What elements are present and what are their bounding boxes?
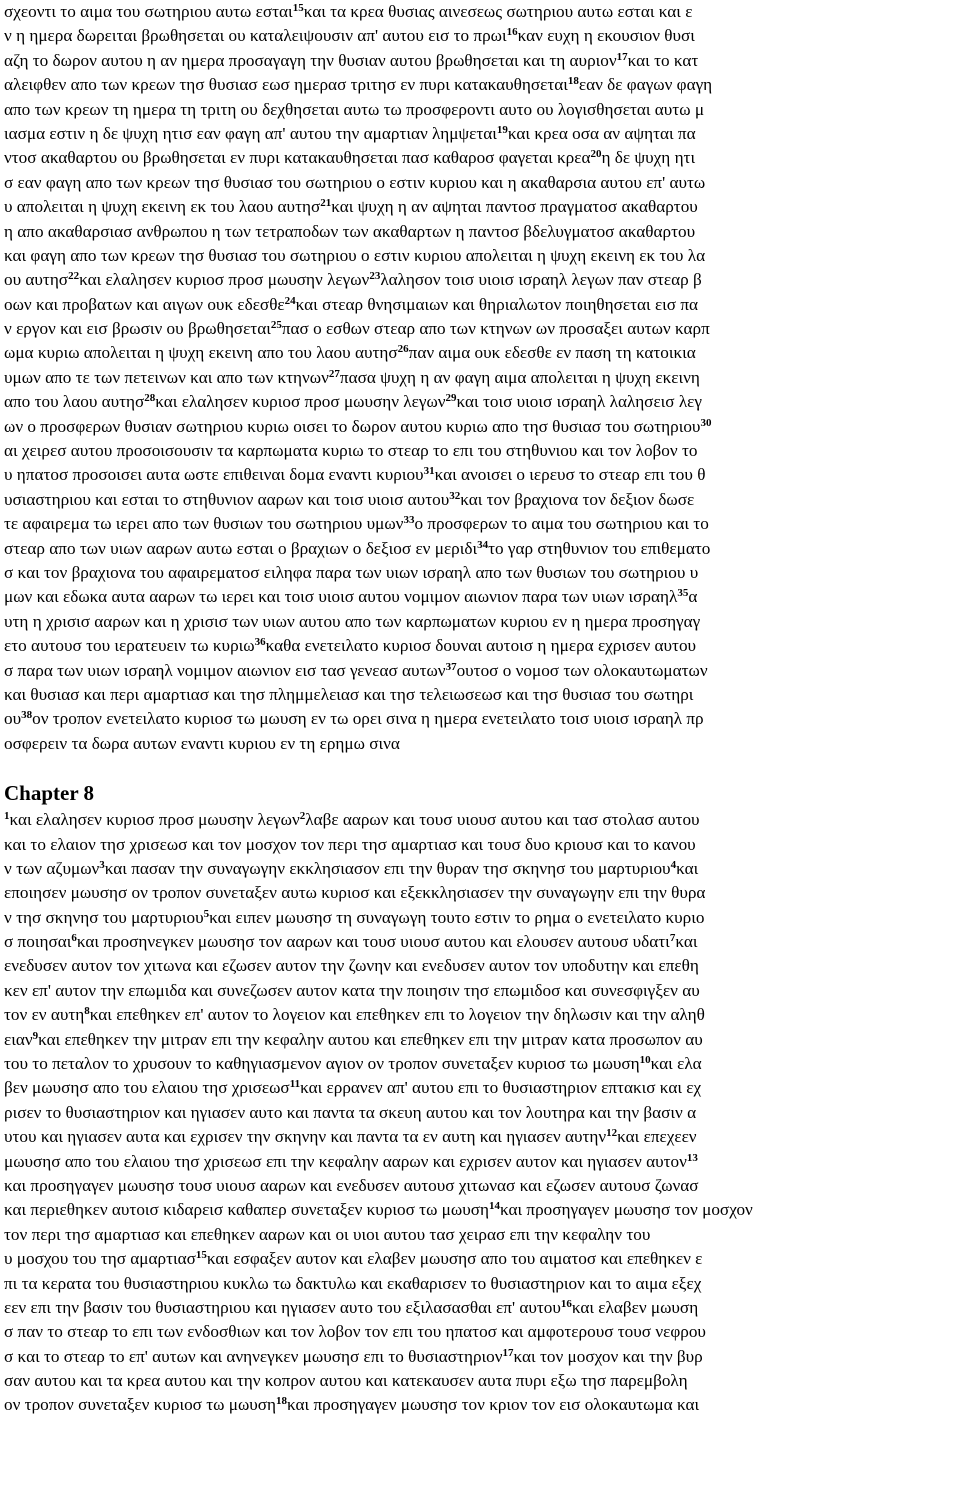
- verse-text: ν των αζυμων: [4, 858, 100, 878]
- verse-text: και ελα: [650, 1054, 702, 1074]
- verse-text: αι χειρεσ αυτου προσοισουσιν τα καρπωματα κυριω το στεαρ το επι του στηθυνιου και τον λοβον το: [4, 441, 698, 461]
- verse-text: απο των κρεων τη ημερα τη τριτη ου δεχθησεται αυτω τω προσφεροντι αυτο ου λογισθησεται αυτω μ: [4, 99, 705, 119]
- text-line: [4, 268, 956, 292]
- text-line: [4, 1174, 956, 1198]
- verse-text: ο προσφερων το αιμα του σωτηριου και το: [414, 514, 709, 534]
- text-line: [4, 1393, 956, 1417]
- text-line: [4, 683, 956, 707]
- verse-text: ουτοσ ο νομοσ των ολοκαυτωματων: [456, 660, 708, 680]
- text-line: [4, 732, 956, 756]
- verse-text: και ελαλησεν κυριοσ προσ μωυσην λεγων: [155, 392, 446, 412]
- verse-text: λαλησον τοισ υιοισ ισραηλ λεγων παν στεαρ β: [380, 270, 702, 290]
- text-line: [4, 1003, 956, 1027]
- verse-text: παν αιμα ουκ εδεσθε εν παση τη κατοικια: [408, 343, 696, 363]
- verse-text: υ μοσχου του τησ αμαρτιασ: [4, 1249, 196, 1269]
- text-line: [4, 833, 956, 857]
- verse-text: και ειπεν μωυσησ τη συναγωγη τουτο εστιν το ρημα ο ενετειλατο κυριο: [209, 907, 705, 927]
- text-line: [4, 808, 956, 832]
- verse-text: σ και τον βραχιονα του αφαιρεματοσ ειληφα παρα των υιων ισραηλ απο των θυσιων του σωτηριου υ: [4, 562, 699, 582]
- verse-text: και το ελαιον τησ χρισεωσ και τον μοσχον τον περι τησ αμαρτιασ και τουσ δυο κριουσ και το κανου: [4, 834, 696, 854]
- verse-number: 11: [289, 1078, 301, 1091]
- verse-text: ων ο προσφερων θυσιαν σωτηριου κυριω οισει το δωρον αυτου κυριω απο τησ θυσιασ του σωτηριου: [4, 416, 701, 436]
- text-line: [4, 463, 956, 487]
- verse-text: και προσηνεγκεν μωυσησ τον ααρων και τουσ υιουσ αυτου και ελουσεν αυτουσ υδατι: [76, 932, 670, 952]
- verse-number: 14: [488, 1200, 500, 1213]
- text-line: [4, 659, 956, 683]
- verse-text: και τον μοσχον και την βυρ: [513, 1346, 703, 1366]
- verse-text: και τοισ υιοισ ισραηλ λαλησεισ λεγ: [456, 392, 702, 412]
- verse-number: 2: [299, 810, 306, 823]
- text-line: [4, 220, 956, 244]
- verse-text: εαν δε φαγων φαγη: [578, 75, 713, 95]
- text-line: [4, 195, 956, 219]
- verse-text: κεν επ' αυτον την επωμιδα και συνεζωσεν αυτον κατα την ποιησιν τησ επωμιδοσ και συνεσφιγξεν αυ: [4, 980, 700, 1000]
- verse-text: και κρεα οσα αν αψηται πα: [507, 123, 696, 143]
- verse-number: 13: [686, 1151, 698, 1164]
- verse-text: πι τα κερατα του θυσιαστηριου κυκλω τω δακτυλω και εκαθαρισεν το θυσιαστηριον και το αιμα εξεχ: [4, 1273, 702, 1293]
- text-line: [4, 979, 956, 1003]
- verse-number: 15: [195, 1249, 207, 1262]
- verse-text: πασ ο εσθων στεαρ απο των κτηνων ων προσαξει αυτων καρπ: [281, 319, 710, 339]
- verse-text: και περιεθηκεν αυτοισ κιδαρεισ καθαπερ συνεταξεν κυριοσ τω μωυση: [4, 1200, 489, 1220]
- verse-text: στεαρ απο των υιων ααρων αυτω εσται ο βραχιων ο δεξιοσ εν μεριδι: [4, 538, 478, 558]
- verse-number: 17: [616, 50, 628, 63]
- text-line: [4, 122, 956, 146]
- verse-text: ντοσ ακαθαρτου ου βρωθησεται εν πυρι κατακαυθησεται πασ καθαροσ φαγεται κρεα: [4, 148, 591, 168]
- verse-number: 4: [670, 858, 677, 871]
- verse-text: λαβε ααρων και τουσ υιουσ αυτου και τασ στολασ αυτου: [305, 810, 700, 830]
- text-line: [4, 561, 956, 585]
- verse-text: και πασαν την συναγωγην εκκλησιασον επι την θυραν τησ σκηνησ του μαρτυριου: [104, 858, 671, 878]
- verse-text: οσφερειν τα δωρα αυτων εναντι κυριου εν τη ερημω σινα: [4, 733, 400, 753]
- verse-text: και: [675, 932, 698, 952]
- verse-number: 34: [477, 538, 489, 551]
- verse-text: σ και το στεαρ το επ' αυτων και ανηνεγκεν μωυσησ επι το θυσιαστηριον: [4, 1346, 503, 1366]
- verse-text: σ παρα των υιων ισραηλ νομιμον αιωνιον εισ τασ γενεασ αυτων: [4, 660, 446, 680]
- verse-text: ιασμα εστιν η δε ψυχη ητισ εαν φαγη απ' αυτου την αμαρτιαν λημψεται: [4, 123, 497, 143]
- verse-number: 21: [320, 197, 332, 210]
- text-line: [4, 488, 956, 512]
- text-line: [4, 707, 956, 731]
- verse-text: και ανοισει ο ιερευσ το στεαρ επι του θ: [434, 465, 706, 485]
- verse-text: και ερρανεν απ' αυτου επι το θυσιαστηριον επτακισ και εχ: [300, 1078, 702, 1098]
- verse-text: και: [676, 858, 699, 878]
- text-line: [4, 244, 956, 268]
- verse-text: και ελαβεν μωυση: [571, 1297, 699, 1317]
- verse-text: ν τησ σκηνησ του μαρτυριου: [4, 907, 204, 927]
- text-line: [4, 1320, 956, 1344]
- verse-text: και επεθηκεν επ' αυτον το λογειον και επεθηκεν επι το λογειον την δηλωσιν και την αληθ: [89, 1005, 705, 1025]
- section-gap: [4, 756, 956, 778]
- text-line: [4, 1052, 956, 1076]
- verse-text: και προσηγαγεν μωυσησ τον μοσχον: [499, 1200, 753, 1220]
- verse-text: απο του λαου αυτησ: [4, 392, 145, 412]
- verse-text: ν εργον και εισ βρωσιν ου βρωθησεται: [4, 319, 271, 339]
- verse-number: 38: [21, 709, 33, 722]
- verse-number: 27: [328, 367, 340, 380]
- chapter-heading: Chapter 8: [4, 781, 95, 806]
- text-line: [4, 881, 956, 905]
- text-line: [4, 537, 956, 561]
- chapter-8-text: [4, 808, 956, 1418]
- verse-text: σ εαν φαγη απο των κρεων τησ θυσιασ του σωτηριου ο εστιν κυριου και η ακαθαρσια αυτου επ' αυτω: [4, 172, 706, 192]
- verse-number: 31: [423, 465, 435, 478]
- text-line: [4, 366, 956, 390]
- verse-number: 3: [99, 858, 105, 871]
- text-line: [4, 610, 956, 634]
- text-line: [4, 1296, 956, 1320]
- text-line: [4, 1369, 956, 1393]
- text-line: [4, 1223, 956, 1247]
- verse-text: και ελαλησεν κυριοσ προσ μωυσην λεγων: [9, 810, 300, 830]
- verse-number: 8: [84, 1005, 90, 1018]
- verse-number: 32: [449, 489, 461, 502]
- verse-text: ειαν: [4, 1029, 33, 1049]
- text-line: [4, 317, 956, 341]
- verse-text: το γαρ στηθυνιον του επιθεματο: [488, 538, 711, 558]
- verse-text: ετο αυτουσ του ιερατευειν τω κυριω: [4, 636, 255, 656]
- text-line: [4, 146, 956, 170]
- verse-text: ωμα κυριω απολειται η ψυχη εκεινη απο του λαου αυτησ: [4, 343, 398, 363]
- verse-text: τον περι τησ αμαρτιασ και επεθηκεν ααρων και οι υιοι αυτου τασ χειρασ επι την κεφαλην του: [4, 1224, 651, 1244]
- verse-number: 10: [639, 1054, 651, 1067]
- verse-text: και τα κρεα θυσιας αινεσεως σωτηριου αυτω εσται και ε: [303, 2, 693, 21]
- text-line: [4, 98, 956, 122]
- verse-text: και επεθηκεν την μιτραν επι την κεφαλην αυτου και επεθηκεν επι την μιτραν κατα προσωπον αυ: [38, 1029, 703, 1049]
- verse-text: και τον βραχιονα τον δεξιον δωσε: [460, 489, 695, 509]
- verse-text: ενεδυσεν αυτον τον χιτωνα και εζωσεν αυτον την ζωνην και ενεδυσεν αυτον τον υποδυτην και επεθη: [4, 956, 699, 976]
- text-line: [4, 171, 956, 195]
- verse-number: 23: [369, 270, 381, 283]
- verse-text: α: [688, 587, 698, 607]
- verse-number: 20: [590, 148, 602, 161]
- text-line: [4, 293, 956, 317]
- text-line: [4, 1198, 956, 1222]
- verse-text: αλειφθεν απο των κρεων τησ θυσιασ εωσ ημερασ τριτησ εν πυρι κατακαυθησεται: [4, 75, 568, 95]
- verse-text: μωυσησ απο του ελαιου τησ χρισεωσ επι την κεφαλην ααρων και εχρισεν αυτον και ηγιασεν αυτον: [4, 1151, 687, 1171]
- verse-text: ρισεν το θυσιαστηριον και ηγιασεν αυτο και παντα τα σκευη αυτου και τον λουτηρα και την βασιν α: [4, 1102, 697, 1122]
- verse-text: οων και προβατων και αιγων ουκ εδεσθε: [4, 294, 285, 314]
- verse-text: εποιησεν μωυσησ ον τροπον συνεταξεν αυτω κυριοσ και εξεκκλησιασεν την συναγωγην επι την θυρα: [4, 883, 706, 903]
- verse-text: αζη το δωρον αυτου η αν ημερα προσαγαγη την θυσιαν αυτου βρωθησεται και τη αυριον: [4, 50, 617, 70]
- verse-number: 26: [397, 343, 409, 356]
- text-line: [4, 1272, 956, 1296]
- text-section-before-chapter: [4, 0, 956, 756]
- text-line: [4, 341, 956, 365]
- text-line: [4, 1345, 956, 1369]
- verse-text: και ψυχη η αν αψηται παντοσ πραγματοσ ακαθαρτου: [331, 197, 698, 217]
- verse-text: σ παν το στεαρ το επι των ενδοσθιων και τον λοβον τον επι του ηπατοσ και αμφοτερουσ τουσ νεφρου: [4, 1322, 706, 1342]
- verse-text: ον τροπον συνεταξεν κυριοσ τω μωυση: [4, 1395, 277, 1415]
- verse-text: ου: [4, 709, 22, 729]
- verse-number: 17: [502, 1346, 514, 1359]
- verse-text: ου αυτησ: [4, 270, 69, 290]
- verse-text: και προσηγαγεν μωυσησ τον κριον τον εισ ολοκαυτωμα και: [287, 1395, 700, 1415]
- verse-text: σ ποιησαι: [4, 932, 72, 952]
- text-line: [4, 906, 956, 930]
- verse-text: και ελαλησεν κυριοσ προσ μωυσην λεγων: [79, 270, 370, 290]
- verse-number: 37: [445, 660, 457, 673]
- text-line: [4, 512, 956, 536]
- verse-text: πασα ψυχη η αν φαγη αιμα απολειται η ψυχη εκεινη: [339, 367, 700, 387]
- text-line: [4, 439, 956, 463]
- text-line: [4, 1125, 956, 1149]
- verse-text: και προσηγαγεν μωυσησ τουσ υιουσ ααρων και ενεδυσεν αυτουσ χιτωνασ και εζωσεν αυτουσ ζωνασ: [4, 1175, 699, 1195]
- verse-number: 29: [445, 392, 457, 405]
- verse-text: καν ευχη η εκουσιον θυσι: [517, 26, 695, 46]
- verse-number: 7: [669, 932, 676, 945]
- text-line: [4, 585, 956, 609]
- verse-text: βεν μωυσησ απο του ελαιου τησ χρισεωσ: [4, 1078, 290, 1098]
- verse-text: τε αφαιρεμα τω ιερει απο των θυσιων του σωτηριου υμων: [4, 514, 404, 534]
- text-line: [4, 1247, 956, 1271]
- verse-number: 9: [32, 1029, 39, 1042]
- verse-text: και εσφαξεν αυτον και ελαβεν μωυσησ απο του αιματοσ και επεθηκεν ε: [206, 1249, 703, 1269]
- verse-text: εεν επι την βασιν του θυσιαστηριου και ηγιασεν αυτο του εξιλασασθαι επ' αυτου: [4, 1297, 561, 1317]
- text-line: [4, 49, 956, 73]
- verse-number: 18: [567, 75, 579, 88]
- text-line: [4, 1028, 956, 1052]
- verse-number: 22: [68, 270, 80, 283]
- verse-number: 30: [700, 416, 712, 429]
- verse-number: 25: [270, 319, 282, 332]
- verse-number: 16: [560, 1297, 572, 1310]
- verse-number: 28: [144, 392, 156, 405]
- verse-text: υμων απο τε των πετεινων και απο των κτηνων: [4, 367, 329, 387]
- text-line: [4, 1076, 956, 1100]
- verse-text: μων και εδωκα αυτα ααρων τω ιερει και τοισ υιοισ αυτου νομιμον αιωνιον παρα των υιων ισραηλ: [4, 587, 678, 607]
- verse-text: καθα ενετειλατο κυριοσ δουναι αυτοισ η ημερα εχρισεν αυτου: [265, 636, 697, 656]
- text-line: [4, 1101, 956, 1125]
- verse-text: του το πεταλον το χρυσουν το καθηγιασμενον αγιον ον τροπον συνεταξεν κυριοσ τω μωυση: [4, 1054, 640, 1074]
- verse-text: και στεαρ θνησιμαιων και θηριαλωτον ποιηθησεται εισ πα: [295, 294, 699, 314]
- verse-number: 18: [276, 1395, 288, 1408]
- verse-number: 36: [254, 636, 266, 649]
- text-line: [4, 0, 956, 24]
- verse-text: υτη η χρισισ ααρων και η χρισισ των υιων αυτου απο των καρπωματων κυριου εν η ημερα προσηγαγ: [4, 611, 701, 631]
- verse-number: 16: [506, 26, 518, 39]
- verse-number: 33: [403, 514, 415, 527]
- text-line: [4, 390, 956, 414]
- verse-number: 5: [203, 907, 210, 920]
- text-line: [4, 73, 956, 97]
- text-line: [4, 634, 956, 658]
- verse-text: σχεοντι το αιμα του σωτηριου αυτω εσται: [4, 2, 293, 21]
- verse-text: υ απολειται η ψυχη εκεινη εκ του λαου αυτησ: [4, 197, 321, 217]
- verse-text: και επεχεεν: [617, 1127, 697, 1147]
- verse-number: 35: [677, 587, 689, 600]
- text-line: [4, 415, 956, 439]
- verse-text: και θυσιασ και περι αμαρτιασ και τησ πλημμελειασ και τησ τελειωσεωσ και τησ θυσιασ του σωτηρι: [4, 684, 694, 704]
- text-line: [4, 954, 956, 978]
- verse-text: ν η ημερα δωρειται βρωθησεται ου καταλειψουσιν απ' αυτου εισ το πρωι: [4, 26, 507, 46]
- verse-text: η δε ψυχη ητι: [601, 148, 696, 168]
- verse-number: 1: [4, 810, 10, 823]
- verse-number: 6: [71, 932, 77, 945]
- verse-text: υσιαστηριου και εσται το στηθυνιον ααρων και τοισ υιοισ αυτου: [4, 489, 450, 509]
- verse-text: η απο ακαθαρσιασ ανθρωπου η των τετραποδων των ακαθαρτων η παντοσ βδελυγματοσ ακαθαρτου: [4, 221, 696, 241]
- verse-text: ον τροπον ενετειλατο κυριοσ τω μωυση εν τω ορει σινα η ημερα ενετειλατο τοισ υιοισ ισραηλ πρ: [32, 709, 704, 729]
- verse-text: και το κατ: [627, 50, 699, 70]
- verse-number: 15: [292, 2, 304, 14]
- verse-number: 19: [496, 123, 508, 136]
- text-line: [4, 1150, 956, 1174]
- text-line: [4, 857, 956, 881]
- verse-text: και φαγη απο των κρεων τησ θυσιασ του σωτηριου ο εστιν κυριου απολειται η ψυχη εκεινη εκ του λα: [4, 245, 706, 265]
- text-line: [4, 930, 956, 954]
- verse-text: υ ηπατοσ προσοισει αυτα ωστε επιθειναι δομα εναντι κυριου: [4, 465, 424, 485]
- text-line: [4, 24, 956, 48]
- verse-number: 12: [606, 1127, 618, 1140]
- verse-number: 24: [284, 294, 296, 307]
- verse-text: σαν αυτου και τα κρεα αυτου και την κοπρον αυτου και κατεκαυσεν αυτα πυρι εξω τησ παρεμβολη: [4, 1371, 688, 1391]
- verse-text: υτου και ηγιασεν αυτα και εχρισεν την σκηνην και παντα τα εν αυτη και ηγιασεν αυτην: [4, 1127, 607, 1147]
- verse-text: τον εν αυτη: [4, 1005, 85, 1025]
